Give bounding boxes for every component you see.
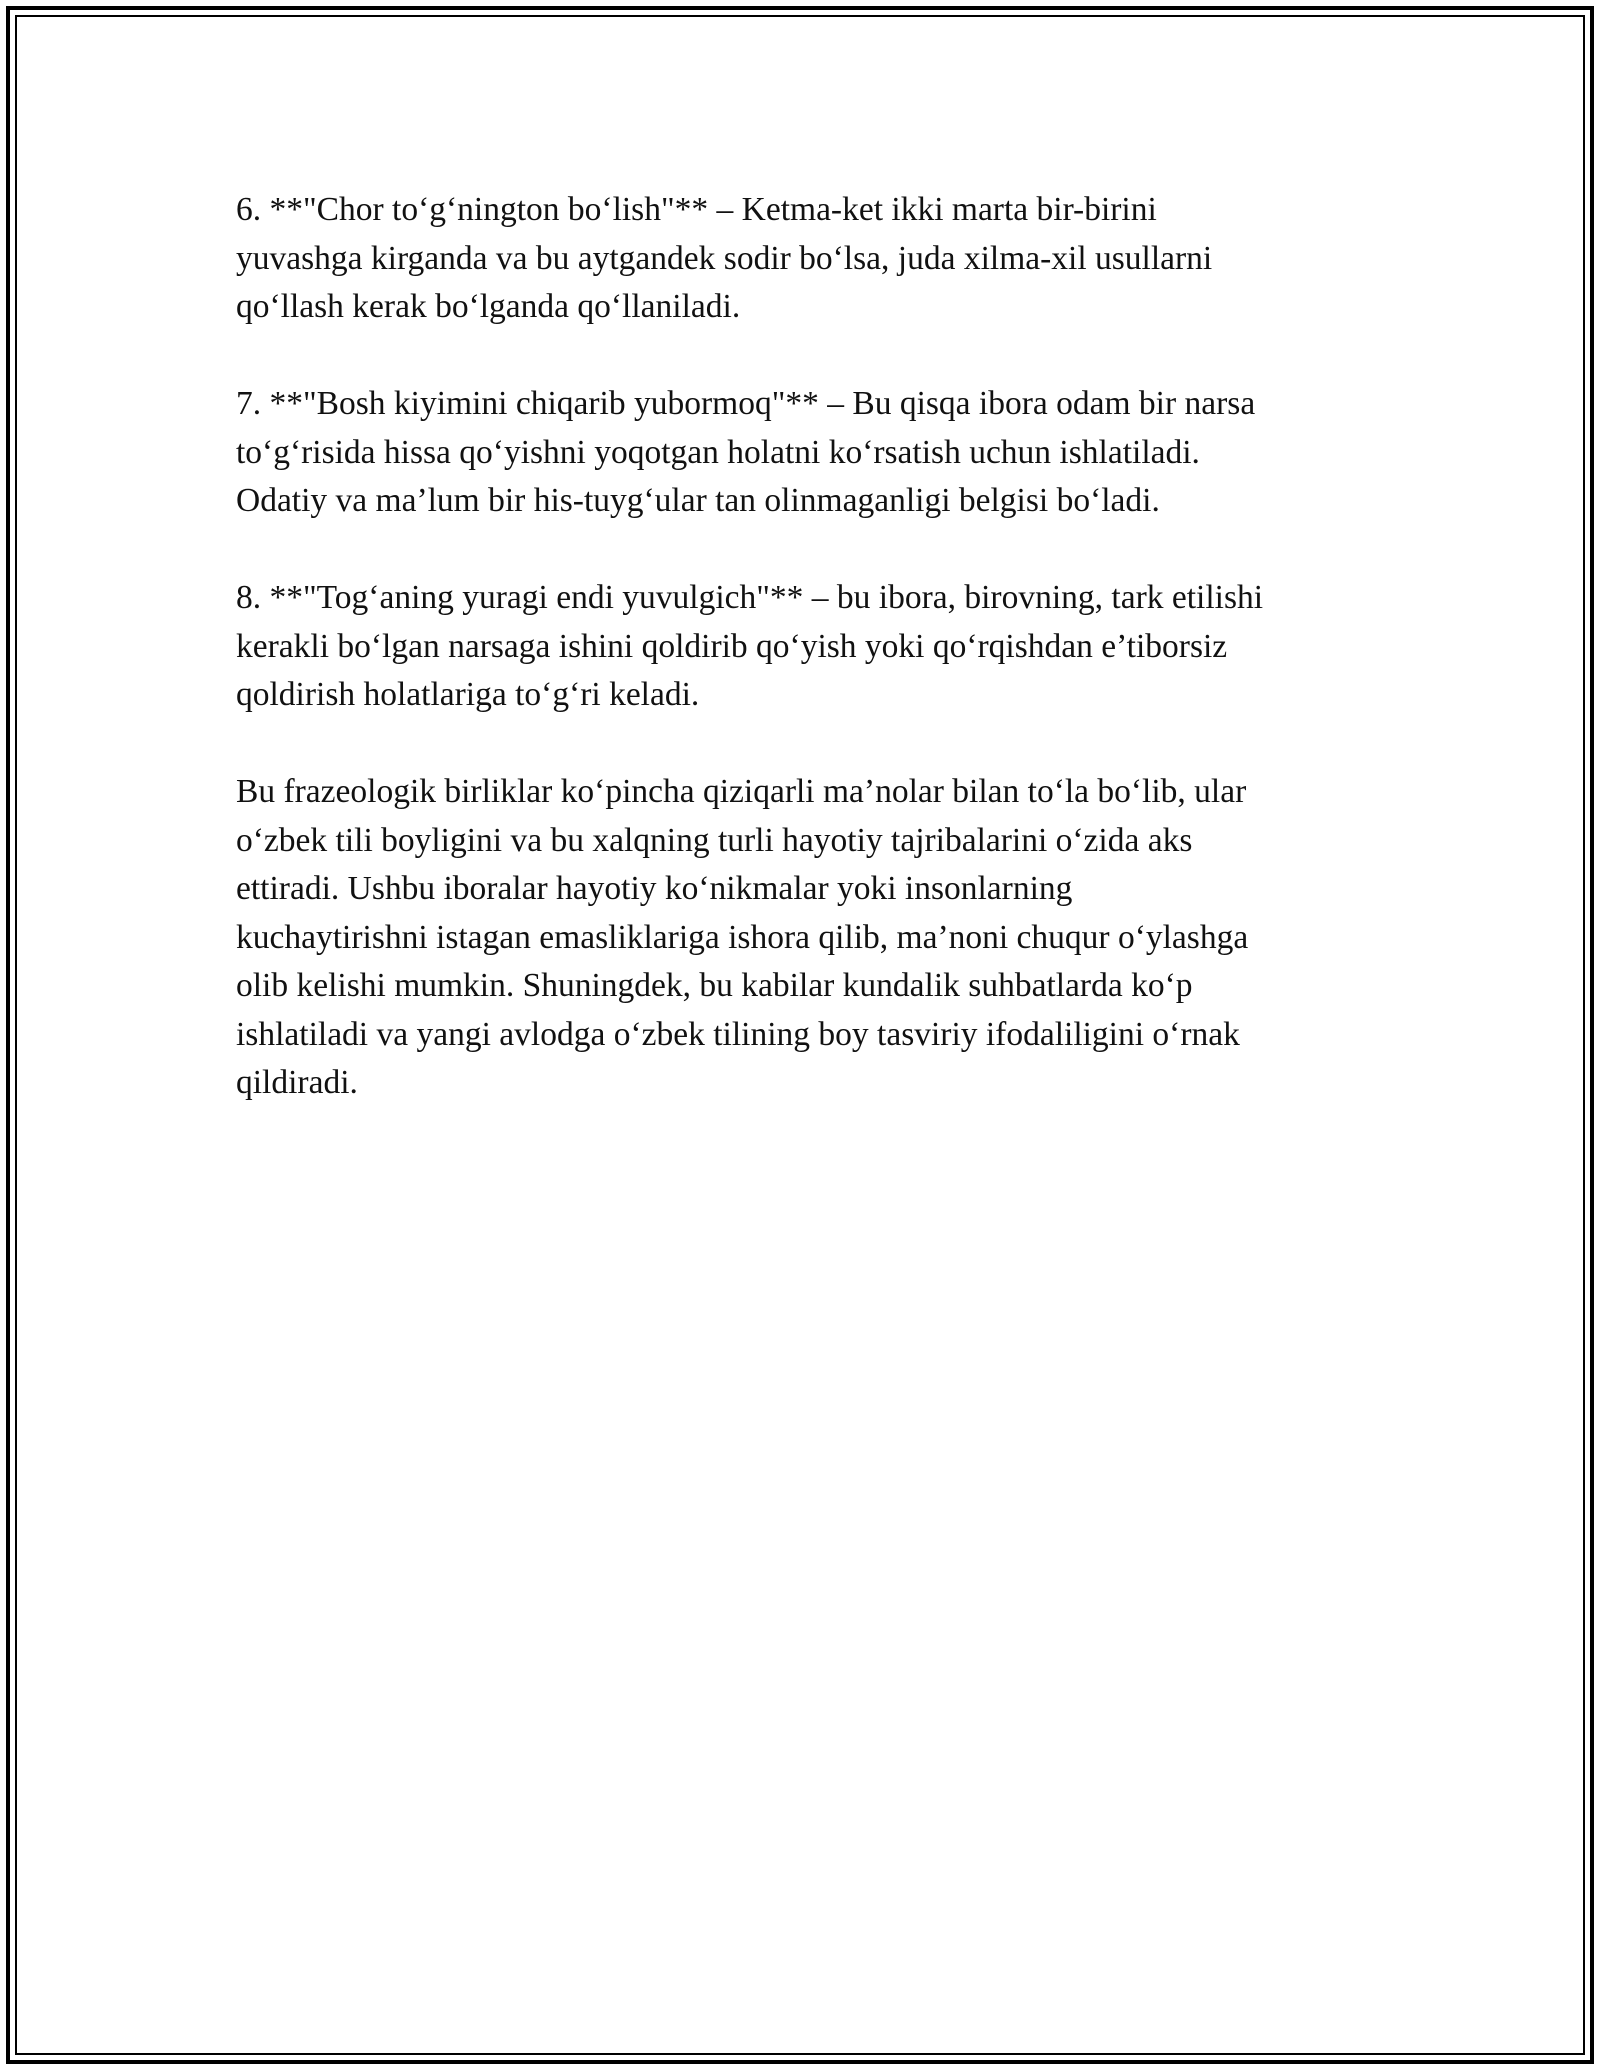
text-line: yuvashga kirganda va bu aytgandek sodir bo‘lsa, juda xilma-xil usullarni — [236, 239, 1213, 277]
text-line: qo‘llash kerak bo‘lganda qo‘llaniladi. — [236, 288, 741, 325]
text-line: ettiradi. Ushbu iboralar hayotiy ko‘nikmalar yoki insonlarning — [236, 870, 1073, 907]
text-line: qoldirish holatlariga to‘g‘ri keladi. — [236, 676, 700, 713]
text-line: Odatiy va ma’lum bir his-tuyg‘ular tan olinmaganligi belgisi bo‘ladi. — [236, 482, 1160, 519]
text-line: 6. **"Chor to‘g‘nington bo‘lish"** – Ketma-ket ikki marta bir-birini — [236, 191, 1157, 228]
text-line: olib kelishi mumkin. Shuningdek, bu kabilar kundalik suhbatlarda ko‘p — [236, 967, 1193, 1004]
conclusion-paragraph — [236, 768, 1376, 1108]
document-body — [236, 186, 1376, 1156]
text-line: 8. **"Tog‘aning yuragi endi yuvulgich"** – bu ibora, birovning, tark etilishi — [236, 579, 1264, 616]
text-line: qildiradi. — [236, 1064, 358, 1101]
text-line: o‘zbek tili boyligini va bu xalqning turli hayotiy tajribalarini o‘zida aks — [236, 821, 1193, 859]
list-item-6 — [236, 186, 1376, 332]
text-line: Bu frazeologik birliklar ko‘pincha qiziqarli ma’nolar bilan to‘la bo‘lib, ular — [236, 773, 1247, 810]
text-line: kerakli bo‘lgan narsaga ishini qoldirib qo‘yish yoki qo‘rqishdan e’tiborsiz — [236, 627, 1228, 665]
list-item-7 — [236, 380, 1376, 526]
text-line: ishlatiladi va yangi avlodga o‘zbek tilining boy tasviriy ifodaliligini o‘rnak — [236, 1015, 1240, 1053]
text-line: to‘g‘risida hissa qo‘yishni yoqotgan holatni ko‘rsatish uchun ishlatiladi. — [236, 433, 1200, 471]
text-line: kuchaytirishni istagan emasliklariga ishora qilib, ma’noni chuqur o‘ylashga — [236, 918, 1249, 956]
text-line: 7. **"Bosh kiyimini chiqarib yubormoq"** – Bu qisqa ibora odam bir narsa — [236, 385, 1256, 422]
list-item-8 — [236, 574, 1376, 720]
